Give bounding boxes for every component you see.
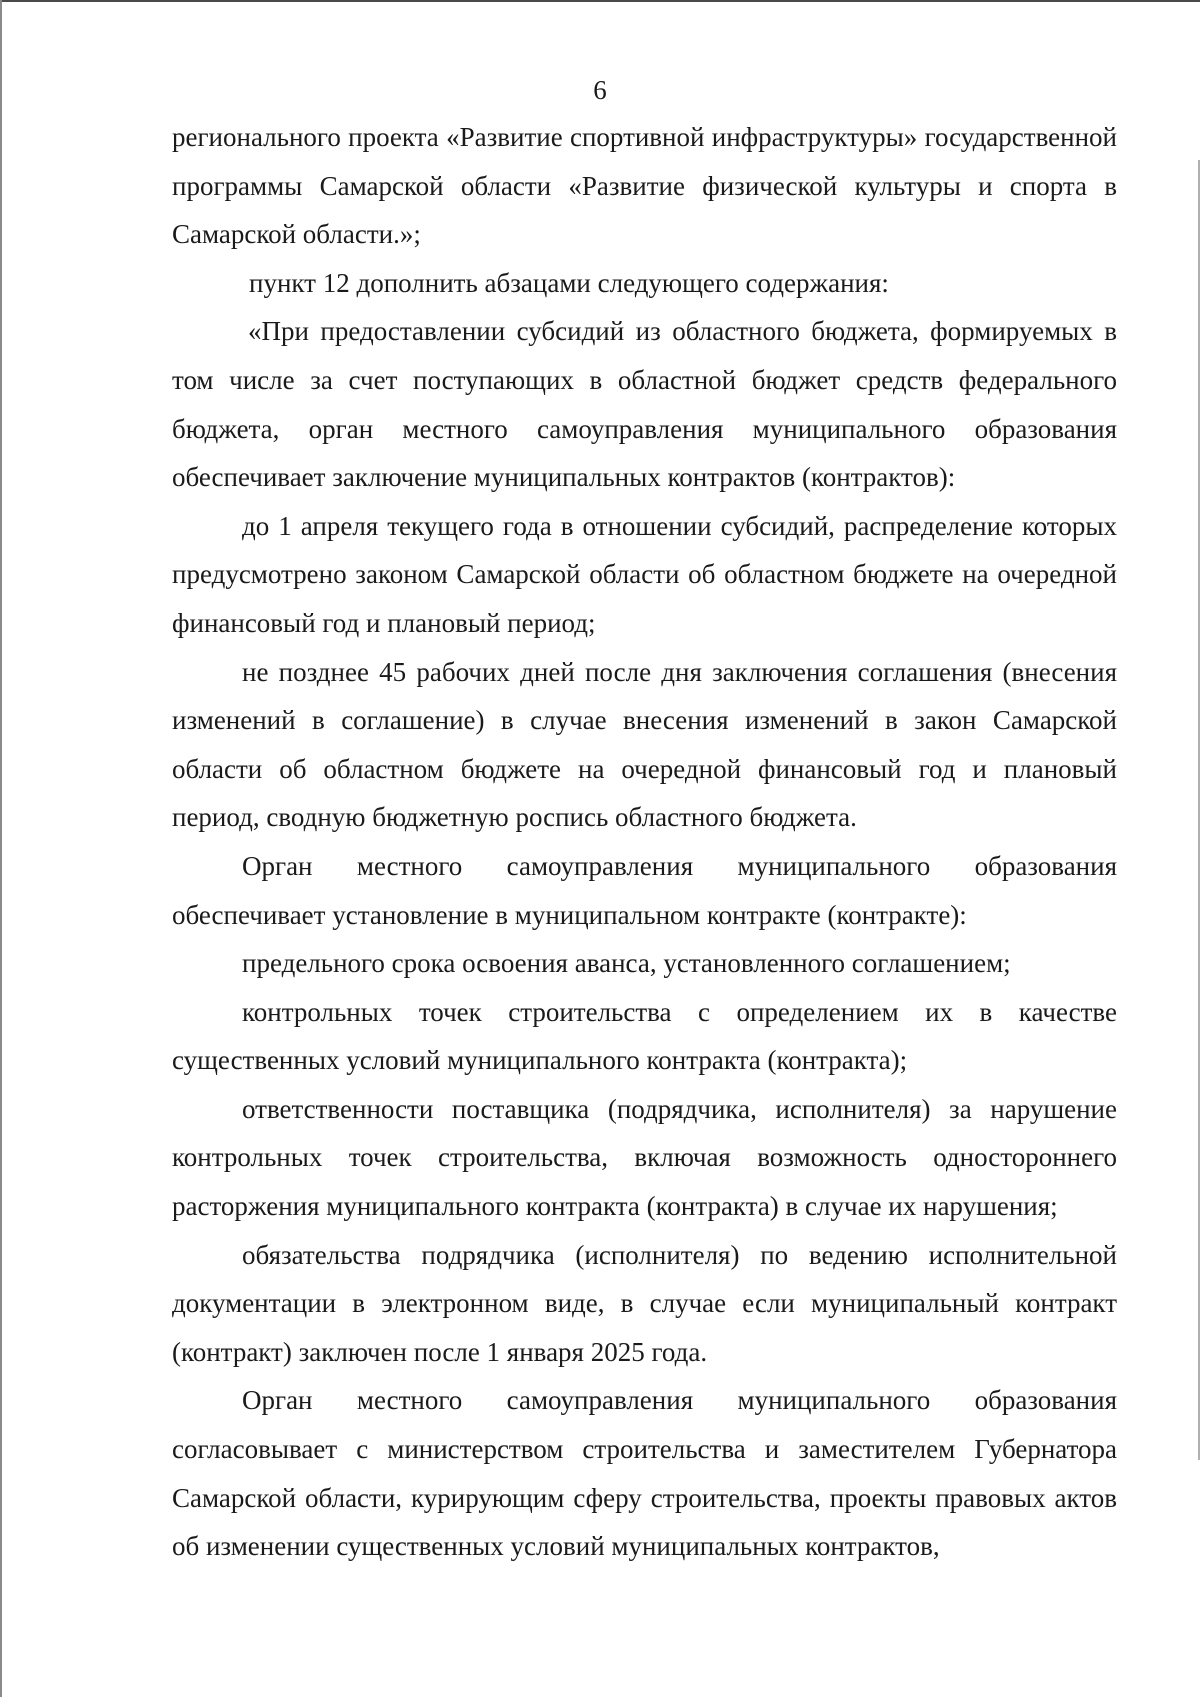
paragraph-regional-project: регионального проекта «Развитие спортивной инфраструктуры» государственной программы Самарской области «Развитие физической культуры и спорта в Самарской области.»;: [172, 122, 1117, 250]
page-number: 6: [593, 75, 607, 105]
paragraph-deadline-45-days: не позднее 45 рабочих дней после дня заключения соглашения (внесения изменений в соглашение) в случае внесения изменений в закон Самарской области об областном бюджете на очередной финансовый год и плановый период, сводную бюджетную роспись областного бюджета.: [172, 656, 1117, 833]
scan-edge-top: [0, 0, 1200, 2]
paragraph-electronic-documentation: обязательства подрядчика (исполнителя) по ведению исполнительной документации в электронном виде, в случае если муниципальный контракт (контракт) заключен после 1 января 2025 года.: [172, 1239, 1117, 1367]
paragraph-point-12: пункт 12 дополнить абзацами следующего содержания:: [249, 267, 889, 298]
paragraph-subsidies-provision: «При предоставлении субсидий из областного бюджета, формируемых в том числе за счет поступающих в областной бюджет средств федерального бюджета, орган местного самоуправления муниципального образования обеспечивает заключение муниципальных контрактов (контрактов):: [172, 316, 1117, 493]
paragraph-deadline-april: до 1 апреля текущего года в отношении субсидий, распределение которых предусмотрено законом Самарской области об областном бюджете на очередной финансовый год и плановый период;: [172, 510, 1117, 638]
paragraph-supplier-responsibility: ответственности поставщика (подрядчика, исполнителя) за нарушение контрольных точек строительства, включая возможность одностороннего расторжения муниципального контракта (контракта) в случае их нарушения;: [172, 1093, 1117, 1222]
paragraph-coordination: Орган местного самоуправления муниципального образования согласовывает с министерством строительства и заместителем Губернатора Самарской области, курирующим сферу строительства, проекты правовых актов об изменении существенных условий муниципальных контрактов,: [172, 1385, 1117, 1562]
paragraph-advance-term: предельного срока освоения аванса, установленного соглашением;: [242, 948, 1011, 979]
scan-edge-left: [0, 0, 2, 1697]
paragraph-contract-terms-intro: Орган местного самоуправления муниципального образования обеспечивает установление в муниципальном контракте (контракте):: [172, 850, 1117, 930]
paragraph-control-points: контрольных точек строительства с определением их в качестве существенных условий муниципального контракта (контракта);: [172, 996, 1117, 1076]
document-body: [172, 113, 1117, 1571]
